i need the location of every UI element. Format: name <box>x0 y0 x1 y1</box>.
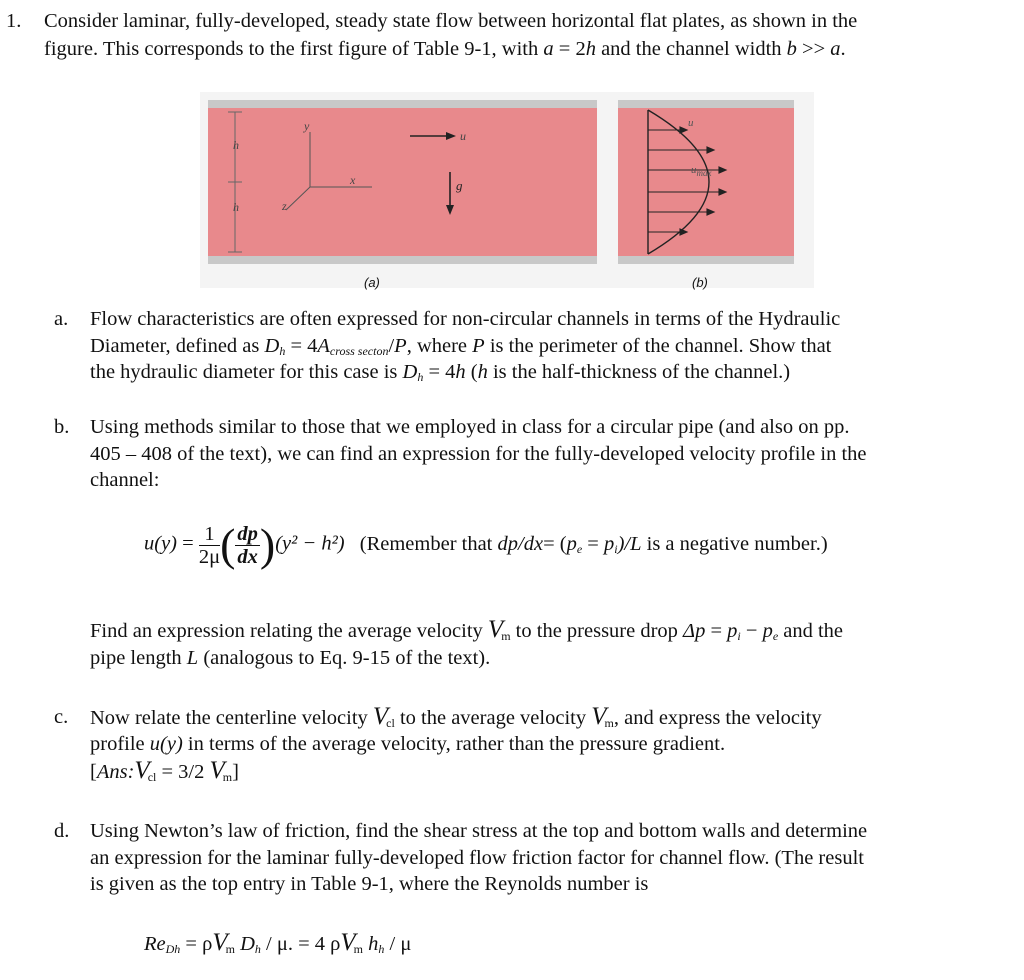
part-c-line1: Now relate the centerline velocity $V_{cl}$ to the average velocity $V_m$, and express the velocity <box>90 703 822 730</box>
part-d-line3: is given as the top entry in Table 9-1, where the Reynolds number is <box>90 873 649 895</box>
part-d-line2: an expression for the laminar fully-developed flow friction factor for channel flow. (The result <box>90 847 864 869</box>
label-z: z <box>282 199 287 213</box>
label-h-bottom: h <box>233 200 239 214</box>
label-y: y <box>304 119 310 133</box>
part-a-line2: Diameter, defined as $D_h = 4A_{cross secton}/P$, where P is the perimeter of the channel. Show that <box>90 335 832 358</box>
part-d-label: d. <box>54 820 70 842</box>
reynolds-number-equation: $Re_{Dh} = \rho V_m$ $D_h$ / μ. = 4 $\rho V_m$ $h_h$ / μ <box>144 929 412 956</box>
bottom-plate-a <box>208 256 597 264</box>
velocity-profile-equation: u(y) = $\frac{1}{2\mu}$ ( $\frac{dp}{dx}$ )(y² − h²) (Remember that $dp/dx= (p_e = p_i)/L$ is a negative number.) <box>144 519 828 570</box>
part-c-answer: [$Ans:V_{cl} = 3/2$ $V_m$] <box>90 757 239 784</box>
remember-note: (Remember that $dp/dx= (p_e = p_i)/L$ is a negative number.) <box>359 532 828 556</box>
part-b-label: b. <box>54 416 70 438</box>
fluid-region-b <box>618 108 794 256</box>
problem-intro-line2: figure. This corresponds to the first figure of Table 9-1, with a = 2h and the channel width b >> a. <box>44 38 846 60</box>
part-a-label: a. <box>54 308 69 330</box>
problem-intro-line1: Consider laminar, fully-developed, steady state flow between horizontal flat plates, as shown in the <box>44 10 858 32</box>
label-h-top: h <box>233 138 239 152</box>
part-a-line1: Flow characteristics are often expressed for non-circular channels in terms of the Hydraulic <box>90 308 841 330</box>
part-c-line2: profile u(y) in terms of the average velocity, rather than the pressure gradient. <box>90 733 726 755</box>
caption-b: (b) <box>692 275 708 290</box>
figure-svg <box>200 92 814 288</box>
fraction-dp-dx: $\frac{dp}{dx}$ <box>237 522 258 568</box>
part-d-line1: Using Newton’s law of friction, find the shear stress at the top and bottom walls and determine <box>90 820 868 842</box>
problem-number: 1. <box>6 10 22 32</box>
top-plate-b <box>618 100 794 108</box>
part-b-line2: 405 – 408 of the text), we can find an expression for the fully-developed velocity profile in the <box>90 443 867 465</box>
panel-a <box>208 100 597 264</box>
label-x: x <box>350 173 356 187</box>
panel-b <box>618 100 794 264</box>
label-u-arrow: u <box>460 129 466 143</box>
part-c-label: c. <box>54 706 69 728</box>
part-a-line3: the hydraulic diameter for this case is $D_h = 4h$ (h is the half-thickness of the channel.) <box>90 361 791 384</box>
label-u-profile: u <box>688 117 694 129</box>
caption-a: (a) <box>364 275 380 290</box>
top-plate-a <box>208 100 597 108</box>
part-b-find-line2: pipe length L (analogous to Eq. 9-15 of the text). <box>90 647 491 669</box>
bottom-plate-b <box>618 256 794 264</box>
fraction-1-over-2mu: $\frac{1}{2\mu}$ <box>198 522 221 568</box>
part-b-line1: Using methods similar to those that we employed in class for a circular pipe (and also on pp. <box>90 416 850 438</box>
channel-flow-figure <box>200 92 814 288</box>
label-g: g <box>456 178 463 193</box>
fluid-region-a <box>208 108 597 256</box>
part-b-find-line1: Find an expression relating the average velocity $V_m$ to the pressure drop $\Delta p = p_i - p_e$ and the <box>90 616 844 643</box>
part-b-line3: channel: <box>90 469 160 491</box>
label-umax: $u_{max}$ <box>691 164 712 178</box>
